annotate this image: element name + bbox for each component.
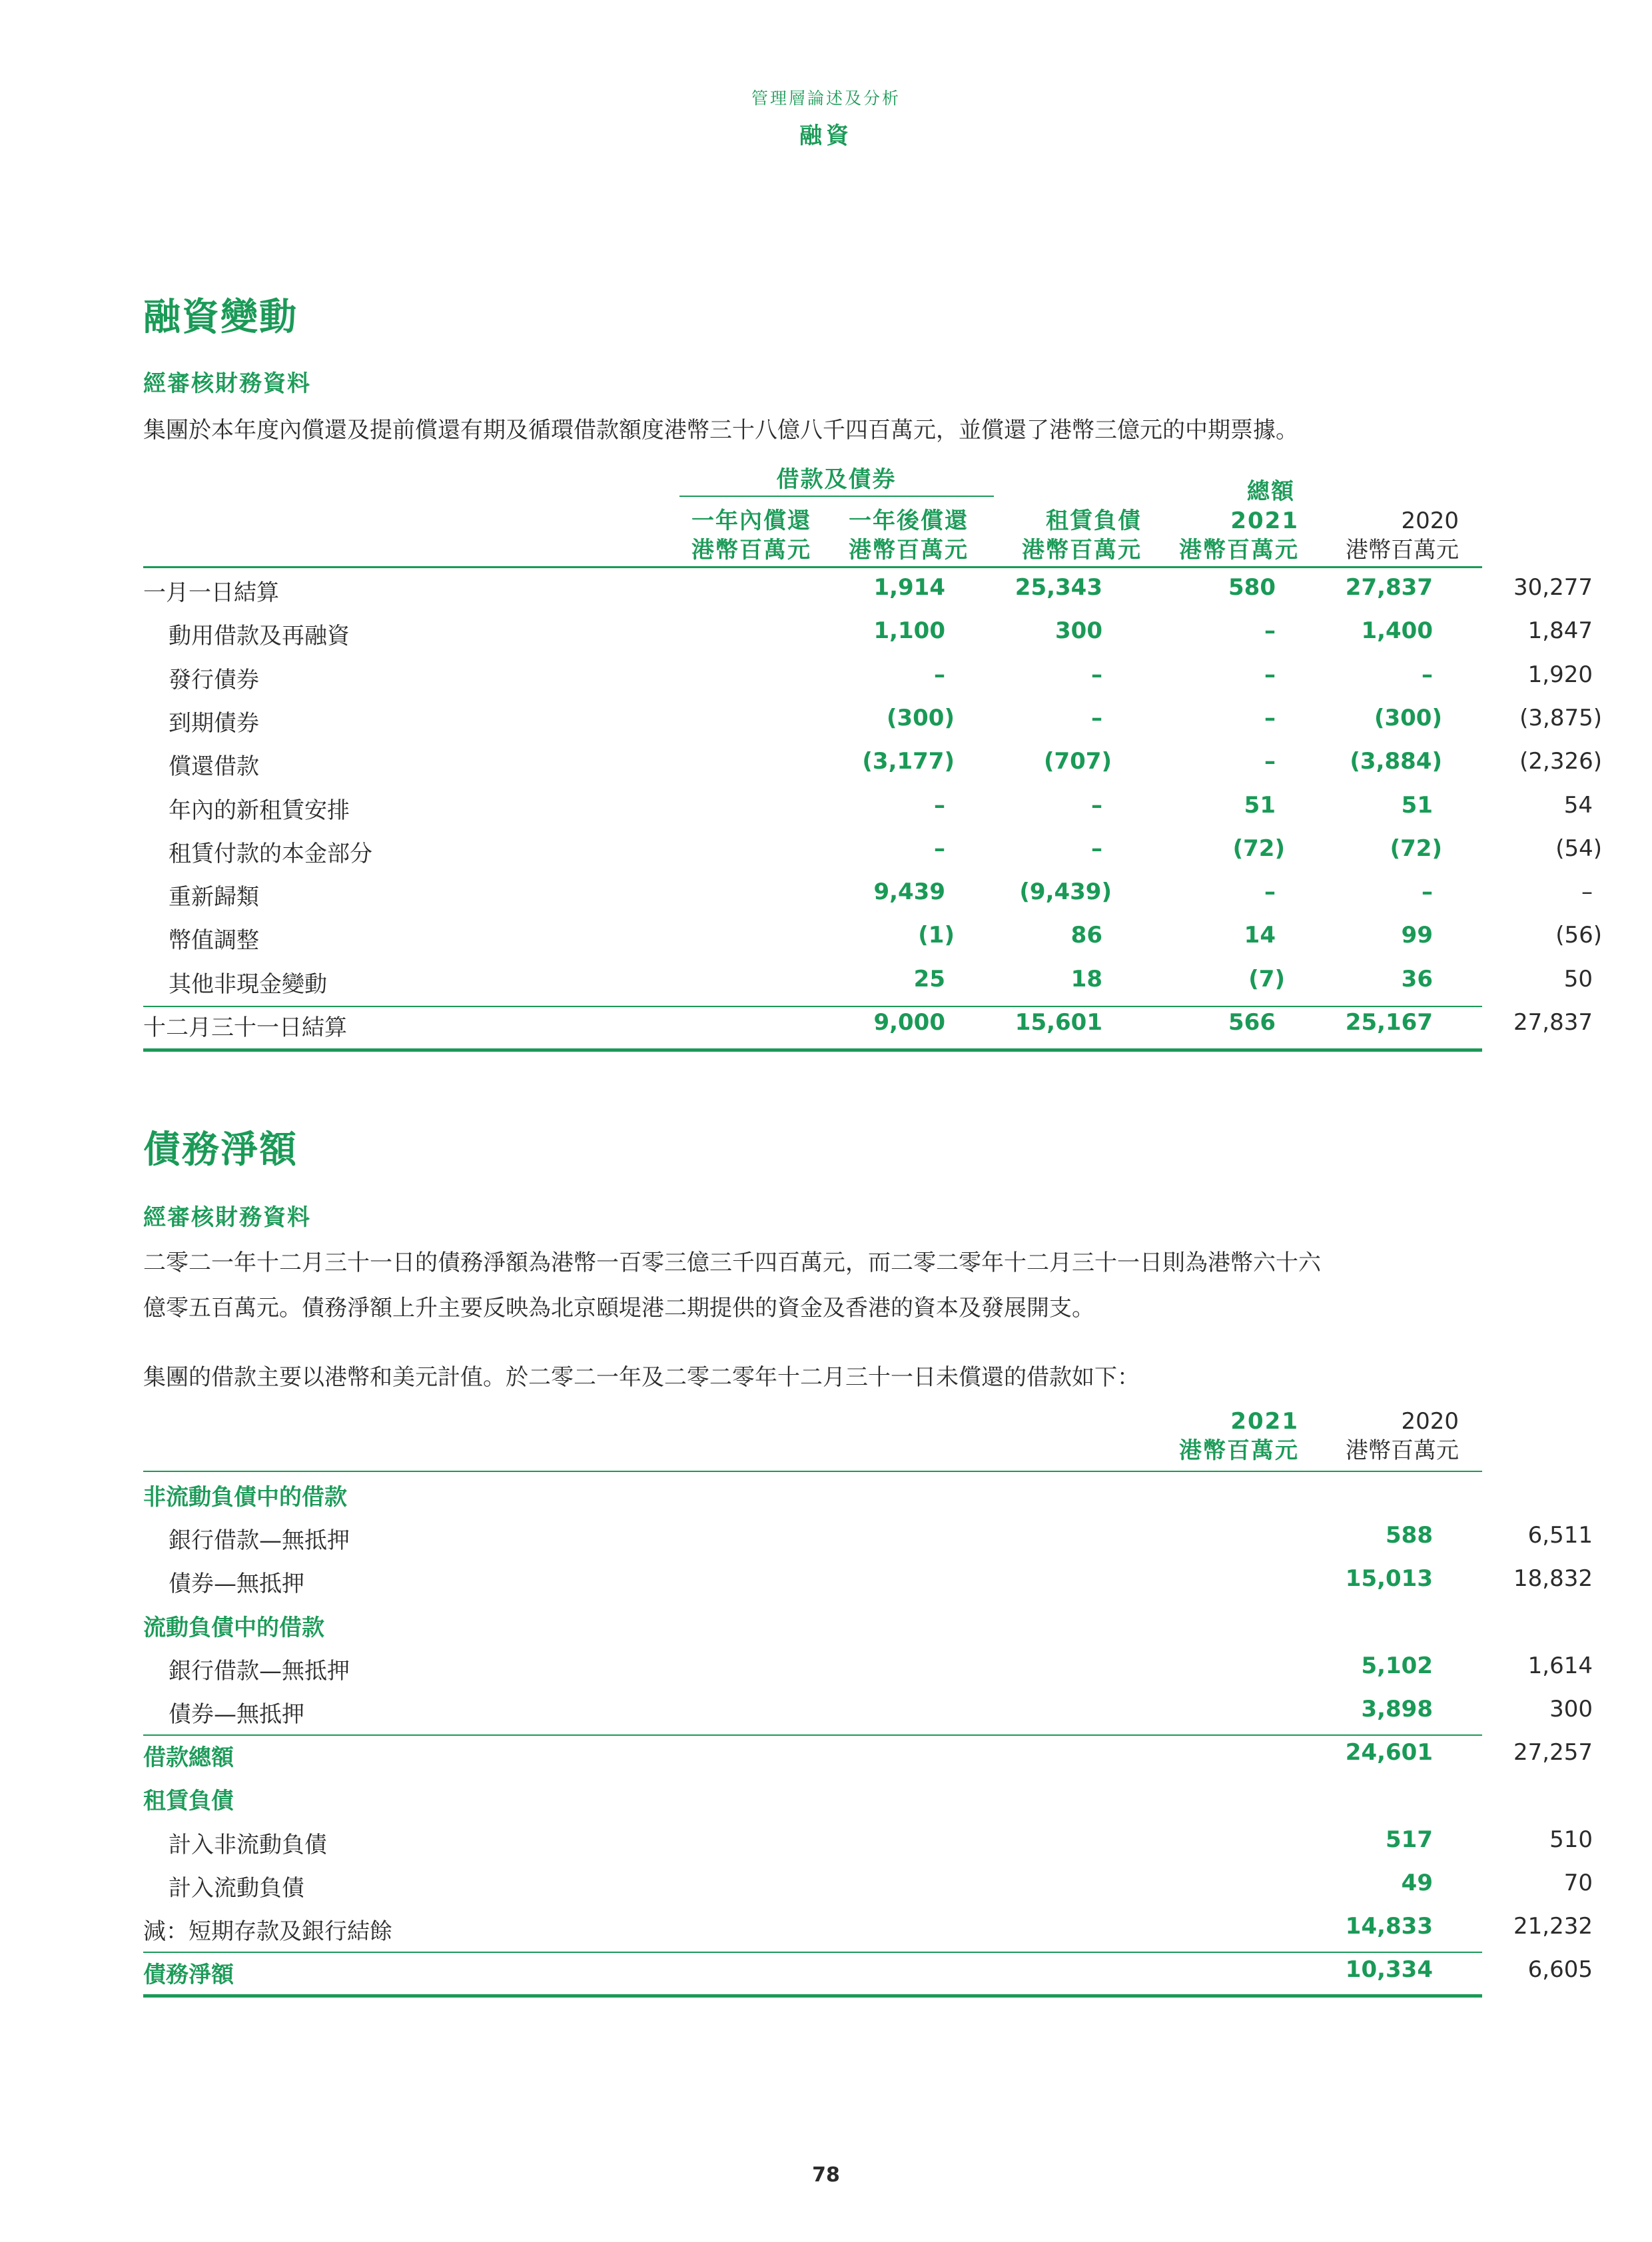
cell-value: – xyxy=(1264,879,1276,906)
table-row xyxy=(143,1009,1593,1050)
cell-value: – xyxy=(934,661,945,688)
col2-2021: 2021 港幣百萬元 xyxy=(1179,1408,1299,1464)
cell-value: 14,833 xyxy=(1345,1913,1433,1940)
row-label: 償還借款 xyxy=(169,753,259,781)
cell-value: – xyxy=(1264,617,1276,645)
page-number: 78 xyxy=(812,2163,840,2187)
cell-value: 54 xyxy=(1563,791,1593,819)
row-label: 債券—無抵押 xyxy=(169,1571,304,1598)
cell-value: 25,343 xyxy=(1015,574,1102,601)
cell-value: 1,400 xyxy=(1361,617,1433,645)
col-after-one-year: 一年後償還 港幣百萬元 xyxy=(849,508,969,563)
cell-value: (3,875) xyxy=(1519,704,1602,731)
col-lease-liabilities: 租賃負債 港幣百萬元 xyxy=(1022,508,1142,563)
borrowings-paragraph: 集團的借款主要以港幣和美元計值。於二零二一年及二零二零年十二月三十一日未償還的借款如下： xyxy=(143,1364,1140,1391)
cell-value: (3,177) xyxy=(862,748,955,775)
cell-value: 6,511 xyxy=(1527,1522,1593,1549)
cell-value: 9,439 xyxy=(873,879,945,906)
page-title: 融資 xyxy=(799,123,853,149)
cell-value: 588 xyxy=(1386,1522,1433,1549)
net-debt-paragraph-line2: 億零五百萬元。債務淨額上升主要反映為北京頤堤港二期提供的資金及香港的資本及發展開支。 xyxy=(143,1295,1094,1321)
cell-value: 27,837 xyxy=(1513,1009,1593,1036)
cell-value: (707) xyxy=(1043,748,1112,775)
cell-value: 517 xyxy=(1386,1826,1433,1853)
table-row xyxy=(143,1565,1593,1607)
table-row xyxy=(143,1652,1593,1694)
cell-value: 5,102 xyxy=(1361,1652,1433,1679)
cell-value: (72) xyxy=(1232,835,1285,862)
row-label: 動用借款及再融資 xyxy=(169,623,350,650)
cell-value: 86 xyxy=(1070,922,1102,949)
table1-header-rule xyxy=(143,566,1482,568)
row-label: 計入流動負債 xyxy=(169,1874,304,1902)
cell-value: 70 xyxy=(1563,1869,1593,1896)
row-label: 銀行借款—無抵押 xyxy=(169,1527,350,1555)
table-row xyxy=(143,835,1602,877)
table-row xyxy=(143,1913,1593,1954)
table-row xyxy=(143,1956,1593,1998)
row-label: 租賃負債 xyxy=(143,1788,234,1815)
cell-value: 1,614 xyxy=(1527,1652,1593,1679)
cell-value: (7) xyxy=(1248,965,1285,992)
cell-value: – xyxy=(1264,661,1276,688)
table2-header-rule xyxy=(143,1471,1482,1472)
table1-total-rule xyxy=(143,1006,1482,1007)
row-label: 到期債券 xyxy=(169,709,259,737)
cell-value: (2,326) xyxy=(1519,748,1602,775)
cell-value: 1,847 xyxy=(1527,617,1593,645)
table-row xyxy=(143,748,1602,789)
row-label: 租賃付款的本金部分 xyxy=(169,840,372,867)
cell-value: – xyxy=(1422,661,1433,688)
cell-value: – xyxy=(1264,704,1276,731)
table-row xyxy=(143,922,1602,963)
cell-value: (300) xyxy=(886,704,955,731)
cell-value: 510 xyxy=(1549,1826,1593,1853)
table-row xyxy=(143,879,1593,920)
table-row xyxy=(143,574,1593,615)
cell-value: – xyxy=(1091,791,1102,819)
section-header: 管理層論述及分析 xyxy=(751,89,901,108)
cell-value: 580 xyxy=(1228,574,1276,601)
cell-value: 300 xyxy=(1549,1696,1593,1722)
table-row xyxy=(143,661,1593,703)
col-within-one-year: 一年內償還 港幣百萬元 xyxy=(691,508,811,563)
cell-value: 14 xyxy=(1244,922,1276,949)
group-header-borrowings: 借款及債券 xyxy=(776,466,897,493)
table-row xyxy=(143,704,1602,746)
cell-value: 36 xyxy=(1401,965,1433,992)
row-label: 發行債券 xyxy=(169,666,259,693)
row-label: 年內的新租賃安排 xyxy=(169,797,350,824)
financing-heading: 融資變動 xyxy=(143,296,298,339)
table-row xyxy=(143,1869,1593,1911)
row-label: 其他非現金變動 xyxy=(169,970,327,998)
row-label: 非流動負債中的借款 xyxy=(143,1484,347,1511)
table2-total-rule xyxy=(143,1952,1482,1953)
row-label: 銀行借款—無抵押 xyxy=(169,1657,350,1684)
cell-value: – xyxy=(1091,835,1102,862)
col-2020: 2020 港幣百萬元 xyxy=(1346,508,1459,563)
cell-value: 51 xyxy=(1244,791,1276,819)
table-row xyxy=(143,1609,1482,1651)
cell-value: 50 xyxy=(1563,965,1593,992)
financing-paragraph: 集團於本年度內償還及提前償還有期及循環借款額度港幣三十八億八千四百萬元，並償還了港幣三億元的中期票據。 xyxy=(143,417,1298,444)
row-label: 計入非流動負債 xyxy=(169,1831,327,1858)
row-label: 重新歸類 xyxy=(169,884,259,911)
financing-subheading: 經審核財務資料 xyxy=(143,370,311,397)
row-label: 一月一日結算 xyxy=(143,579,279,606)
cell-value: 25,167 xyxy=(1345,1009,1433,1036)
cell-value: – xyxy=(1091,704,1102,731)
cell-value: – xyxy=(934,791,945,819)
table-row xyxy=(143,791,1593,833)
cell-value: 21,232 xyxy=(1513,1913,1593,1940)
cell-value: – xyxy=(1264,748,1276,775)
cell-value: 30,277 xyxy=(1513,574,1593,601)
table-row xyxy=(143,617,1593,659)
cell-value: 24,601 xyxy=(1345,1739,1433,1766)
row-label: 十二月三十一日結算 xyxy=(143,1014,347,1041)
cell-value: 10,334 xyxy=(1345,1956,1433,1984)
cell-value: – xyxy=(1581,879,1593,906)
net-debt-subheading: 經審核財務資料 xyxy=(143,1204,311,1231)
row-label: 借款總額 xyxy=(143,1744,234,1772)
row-label: 債務淨額 xyxy=(143,1962,234,1989)
cell-value: 566 xyxy=(1228,1009,1276,1036)
table-row xyxy=(143,1826,1593,1868)
table-row xyxy=(143,1479,1482,1520)
cell-value: 18 xyxy=(1070,965,1102,992)
cell-value: – xyxy=(1422,879,1433,906)
cell-value: 1,920 xyxy=(1527,661,1593,688)
row-label: 債券—無抵押 xyxy=(169,1701,304,1728)
cell-value: 6,605 xyxy=(1527,1956,1593,1984)
cell-value: 9,000 xyxy=(873,1009,945,1036)
cell-value: (1) xyxy=(918,922,955,949)
cell-value: 1,100 xyxy=(873,617,945,645)
col-2021: 2021 港幣百萬元 xyxy=(1179,508,1299,563)
cell-value: 27,257 xyxy=(1513,1739,1593,1766)
table-row xyxy=(143,1696,1593,1737)
cell-value: (56) xyxy=(1555,922,1602,949)
table2-bottom-rule xyxy=(143,1994,1482,1998)
col2-2020: 2020 港幣百萬元 xyxy=(1346,1408,1459,1464)
net-debt-heading: 債務淨額 xyxy=(143,1128,298,1172)
cell-value: (3,884) xyxy=(1350,748,1442,775)
row-label: 減：短期存款及銀行結餘 xyxy=(143,1918,392,1945)
cell-value: 49 xyxy=(1401,1869,1433,1896)
cell-value: 27,837 xyxy=(1345,574,1433,601)
row-label: 流動負債中的借款 xyxy=(143,1614,324,1641)
cell-value: (72) xyxy=(1390,835,1442,862)
total-header: 總額 xyxy=(1247,478,1295,505)
net-debt-paragraph-line1: 二零二一年十二月三十一日的債務淨額為港幣一百零三億三千四百萬元，而二零二零年十二月三十一日則為港幣六十六 xyxy=(143,1250,1321,1276)
table-row xyxy=(143,1782,1482,1824)
cell-value: 25 xyxy=(913,965,945,992)
cell-value: 15,013 xyxy=(1345,1565,1433,1593)
cell-value: – xyxy=(1091,661,1102,688)
cell-value: (54) xyxy=(1555,835,1602,862)
row-label: 幣值調整 xyxy=(169,927,259,954)
table-row xyxy=(143,965,1593,1007)
table1-bottom-rule xyxy=(143,1048,1482,1052)
cell-value: (300) xyxy=(1374,704,1442,731)
table2-subtotal-rule xyxy=(143,1734,1482,1736)
group-header-rule xyxy=(679,496,994,497)
cell-value: 15,601 xyxy=(1015,1009,1102,1036)
cell-value: (9,439) xyxy=(1019,879,1112,906)
table-row xyxy=(143,1522,1593,1563)
cell-value: 18,832 xyxy=(1513,1565,1593,1593)
cell-value: 51 xyxy=(1401,791,1433,819)
cell-value: 1,914 xyxy=(873,574,945,601)
cell-value: – xyxy=(934,835,945,862)
cell-value: 300 xyxy=(1055,617,1102,645)
cell-value: 99 xyxy=(1401,922,1433,949)
table-row xyxy=(143,1739,1593,1780)
cell-value: 3,898 xyxy=(1361,1696,1433,1722)
